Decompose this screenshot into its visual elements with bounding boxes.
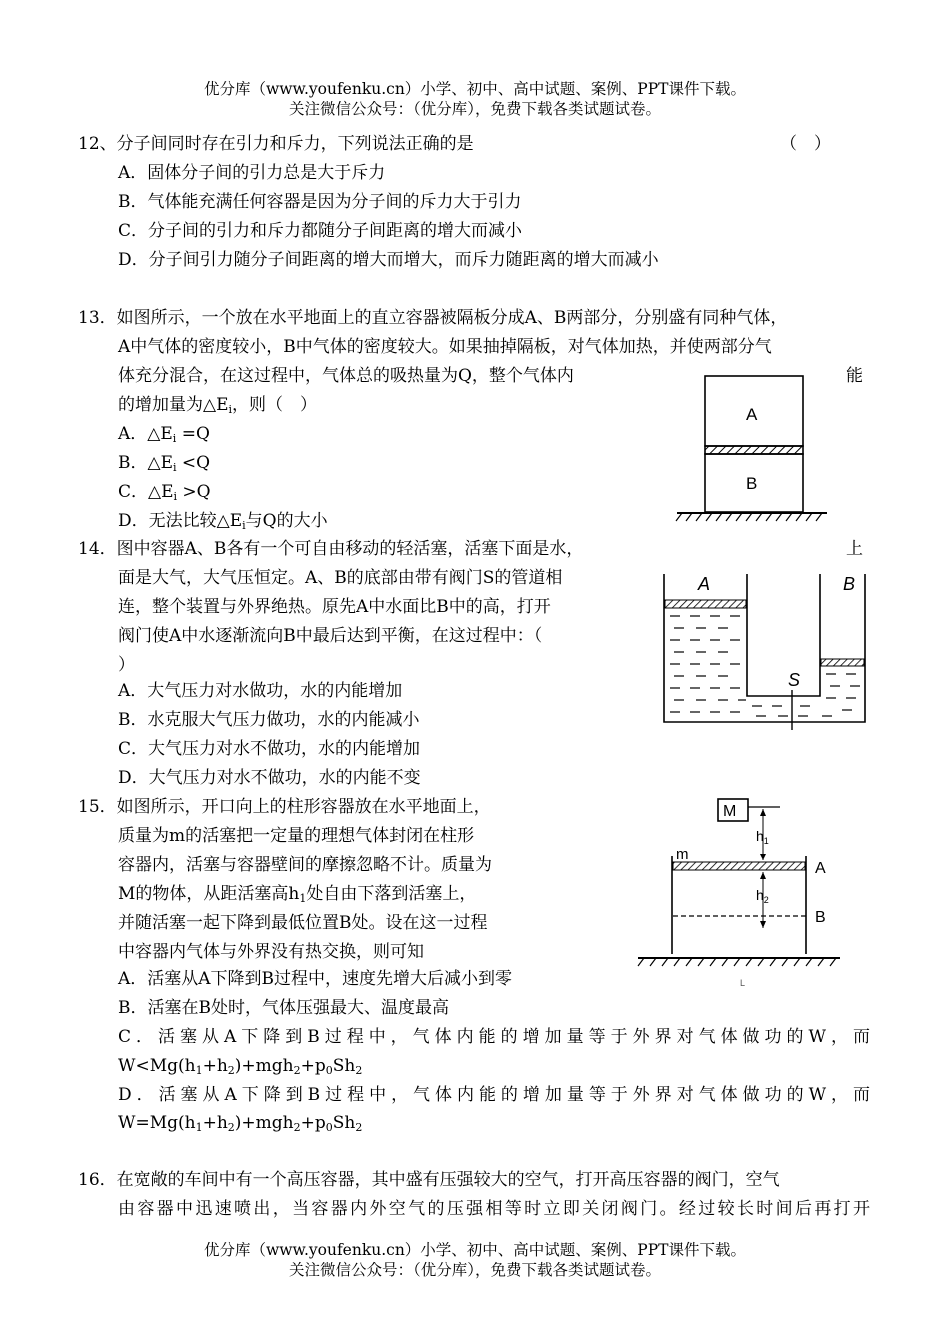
q15-ground-hatch — [638, 958, 836, 966]
q13-option-c: C．$\triangle E_i >Q$ — [118, 482, 211, 503]
q16-stem-line-1: 16．在宽敞的车间中有一个高压容器，其中盛有压强较大的空气，打开高压容器的阀门，空气 — [78, 1170, 780, 1190]
q14-connected-vessels-figure — [660, 570, 870, 735]
footer-line-2: 关注微信公众号：（优分库），免费下载各类试题试卷。 — [288, 1261, 661, 1279]
q12-answer-blank: （ ） — [780, 134, 831, 154]
q13-stem-line-1: 13．如图所示，一个放在水平地面上的直立容器被隔板分成A、B两部分，分别盛有同种气体， — [78, 308, 788, 328]
q13-ground-hatch — [676, 513, 822, 521]
q15-label-h1: $h_1$ — [756, 828, 769, 846]
q13-stem-line-3-end: 能 — [846, 366, 863, 386]
q13-stem-line-2: A中气体的密度较小，B中气体的密度较大。如果抽掉隔板，对气体加热，并使两部分气 — [118, 337, 772, 357]
q15-figure-caption: L — [740, 978, 746, 988]
q15-label-h2: $h_2$ — [756, 887, 769, 905]
q14-stem-line-3: 连，整个装置与外界绝热。原先A中水面比B中的高，打开 — [118, 597, 551, 617]
q15-option-c-formula: $W<Mg(h_1+h_2)+mgh_2+p_0Sh_2$ — [118, 1056, 363, 1077]
q13-option-a: A．$\triangle E_i =Q$ — [118, 424, 210, 445]
q15-label-m: m — [676, 846, 689, 863]
q14-stem-line-1-end: 上 — [846, 539, 863, 559]
q14-option-b: B．水克服大气压力做功，水的内能减小 — [118, 710, 420, 730]
q13-partition — [705, 446, 803, 454]
q15-label-A: A — [815, 860, 826, 877]
q14-stem-line-5: ） — [118, 655, 135, 675]
q13-option-d: D．无法比较$\triangle E_i$与Q的大小 — [118, 511, 328, 532]
q12-option-a: A．固体分子间的引力总是大于斥力 — [118, 163, 386, 183]
q14-vessel-outline — [664, 574, 865, 722]
q15-option-b: B．活塞在B处时，气体压强最大、温度最高 — [118, 998, 449, 1018]
q14-stem-line-4: 阀门使A中水逐渐流向B中最后达到平衡，在这过程中：（ — [118, 626, 543, 646]
q15-option-c: C．活塞从A下降到B过程中，气体内能的增加量等于外界对气体做功的W，而 — [118, 1027, 870, 1047]
q15-label-B: B — [815, 909, 826, 926]
q14-label-b: B — [843, 574, 856, 594]
q12-stem: 12、分子间同时存在引力和斥力，下列说法正确的是 — [78, 134, 474, 154]
q14-label-a: A — [698, 574, 711, 594]
q15-option-d-formula: $W=Mg(h_1+h_2)+mgh_2+p_0Sh_2$ — [118, 1113, 363, 1134]
q15-stem-line-3: 容器内，活塞与容器壁间的摩擦忽略不计。质量为 — [118, 855, 492, 875]
q13-container-figure — [672, 372, 832, 527]
q16-stem-line-2: 由容器中迅速喷出，当容器内外空气的压强相等时立即关闭阀门。经过较长时间后再打开 — [118, 1199, 870, 1219]
q15-stem-line-1: 15．如图所示，开口向上的柱形容器放在水平地面上， — [78, 797, 491, 817]
q14-piston-a — [665, 600, 746, 608]
q14-stem-line-1: 14．图中容器A、B各有一个可自由移动的轻活塞，活塞下面是水， — [78, 539, 584, 559]
q15-option-a: A．活塞从A下降到B过程中，速度先增大后减小到零 — [118, 969, 513, 989]
header-line-2: 关注微信公众号：（优分库），免费下载各类试题试卷。 — [288, 100, 661, 118]
q15-stem-line-4: M的物体，从距活塞高$h_1$处自由下落到活塞上， — [118, 884, 477, 905]
q13-label-b: B — [746, 474, 758, 493]
q15-label-M: M — [723, 803, 737, 820]
footer-line-1: 优分库（www.youfenku.cn）小学、初中、高中试题、案例、PPT课件下载。 — [203, 1241, 747, 1259]
q14-water-a — [670, 616, 746, 712]
q13-label-a: A — [746, 405, 758, 424]
q13-option-b: B．$\triangle E_i <Q$ — [118, 453, 211, 474]
q14-piston-b — [821, 659, 864, 666]
q12-option-d: D．分子间引力随分子间距离的增大而增大，而斥力随距离的增大而减小 — [118, 250, 659, 270]
q14-option-c: C．大气压力对水不做功，水的内能增加 — [118, 739, 421, 759]
q15-piston — [673, 862, 805, 870]
q15-stem-line-6: 中容器内气体与外界没有热交换，则可知 — [118, 942, 424, 962]
q14-label-s: S — [788, 670, 801, 690]
q14-water-b — [826, 674, 860, 710]
q12-option-b: B．气体能充满任何容器是因为分子间的斥力大于引力 — [118, 192, 522, 212]
q15-piston-figure — [634, 796, 844, 991]
q14-stem-line-2: 面是大气，大气压恒定。A、B的底部由带有阀门S的管道相 — [118, 568, 563, 588]
header-line-1: 优分库（www.youfenku.cn）小学、初中、高中试题、案例、PPT课件下载。 — [203, 80, 747, 98]
q13-stem-line-4: 的增加量为$\triangle E_i$，则（ ） — [118, 395, 318, 416]
q15-stem-line-5: 并随活塞一起下降到最低位置B处。设在这一过程 — [118, 913, 488, 933]
q14-option-a: A．大气压力对水做功，水的内能增加 — [118, 681, 403, 701]
q12-option-c: C．分子间的引力和斥力都随分子间距离的增大而减小 — [118, 221, 523, 241]
q13-stem-line-3: 体充分混合，在这过程中，气体总的吸热量为Q，整个气体内 — [118, 366, 574, 386]
q14-option-d: D．大气压力对水不做功，水的内能不变 — [118, 768, 421, 788]
q15-stem-line-2: 质量为m的活塞把一定量的理想气体封闭在柱形 — [118, 826, 475, 846]
q15-option-d: D．活塞从A下降到B过程中，气体内能的增加量等于外界对气体做功的W，而 — [118, 1085, 870, 1105]
